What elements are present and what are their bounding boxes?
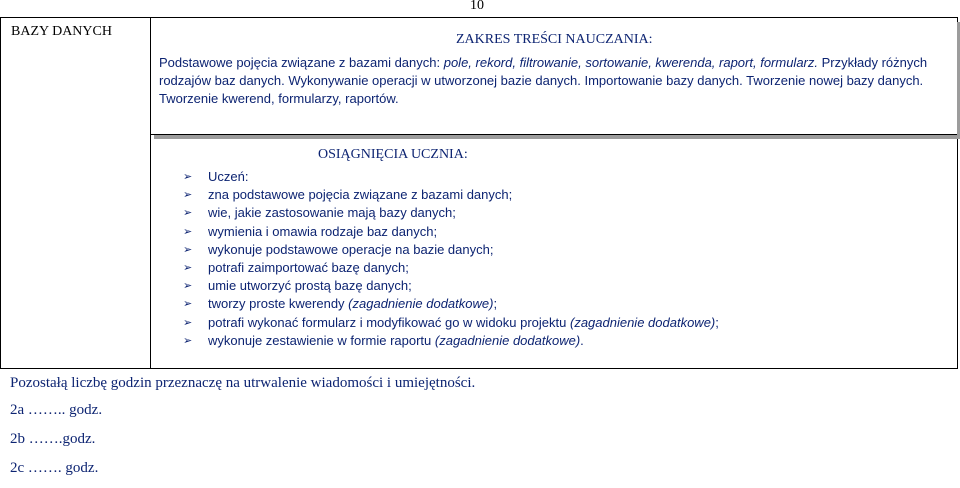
subject-name: BAZY DANYCH <box>11 24 112 39</box>
content-box <box>151 18 957 135</box>
outcome-text: Uczeń: <box>208 169 249 184</box>
hours-line: 2a …….. godz. <box>10 402 103 418</box>
page-number: 10 <box>470 0 484 13</box>
outcome-text: umie utworzyć prostą bazę danych; <box>208 278 412 294</box>
content-heading: ZAKRES TREŚCI NAUCZANIA: <box>456 32 653 47</box>
arrow-bullet-icon: ➢ <box>183 170 193 183</box>
outcome-item <box>183 332 719 350</box>
footer <box>10 373 475 488</box>
outcome-punctuation: ; <box>493 296 498 312</box>
arrow-bullet-icon: ➢ <box>183 188 193 202</box>
arrow-bullet-icon: ➢ <box>183 279 193 293</box>
outcome-punctuation: . <box>580 332 584 348</box>
content-segment: Podstawowe pojęcia związane z bazami danych: <box>159 55 444 70</box>
outcome-text: wykonuje podstawowe operacje na bazie danych; <box>208 241 494 257</box>
outcome-item <box>183 277 719 295</box>
outcome-item <box>183 314 719 332</box>
outcome-item <box>183 168 719 186</box>
outcome-text: wykonuje zestawienie w formie raportu <box>208 332 435 348</box>
arrow-bullet-icon: ➢ <box>183 333 193 347</box>
hours-line: 2b …….godz. <box>10 431 96 447</box>
outcome-item <box>183 186 719 204</box>
outcome-text: potrafi zaimportować bazę danych; <box>208 259 409 275</box>
outcome-text: wie, jakie zastosowanie mają bazy danych; <box>208 205 456 221</box>
content-segment-terms: pole, rekord, filtrowanie, sortowanie, kwerenda, raport, formularz. <box>443 55 818 70</box>
arrow-bullet-icon: ➢ <box>183 206 193 220</box>
outcomes-heading: OSIĄGNIĘCIA UCZNIA: <box>318 147 468 162</box>
subject-cell <box>1 18 151 368</box>
arrow-bullet-icon: ➢ <box>183 242 193 256</box>
outcome-text: wymienia i omawia rodzaje baz danych; <box>208 223 438 239</box>
outcome-text: tworzy proste kwerendy <box>208 296 349 312</box>
outcome-note: (zagadnienie dodatkowe) <box>434 332 581 348</box>
outcome-item <box>183 223 719 241</box>
curriculum-table <box>0 17 958 369</box>
outcome-item <box>183 241 719 259</box>
outcomes-list <box>183 168 719 350</box>
arrow-bullet-icon: ➢ <box>183 297 193 311</box>
content-segment: Przykłady różnych rodzajów baz danych. Wykonywanie operacji w utworzonej bazie danych. Importowanie bazy danych. Tworzenie nowej bazy danych. Tworzenie kwerend, formularzy, raportów. <box>159 55 928 106</box>
arrow-bullet-icon: ➢ <box>183 224 193 238</box>
outcome-text: zna podstawowe pojęcia związane z bazami danych; <box>208 187 513 203</box>
outcome-text: potrafi wykonać formularz i modyfikować go w widoku projektu <box>208 314 570 330</box>
outcome-note: (zagadnienie dodatkowe) <box>569 314 716 330</box>
arrow-bullet-icon: ➢ <box>183 260 193 274</box>
outcome-note: (zagadnienie dodatkowe) <box>348 296 494 312</box>
outcome-item <box>183 204 719 222</box>
content-text <box>159 54 954 108</box>
arrow-bullet-icon: ➢ <box>183 315 193 329</box>
outcome-item <box>183 295 719 313</box>
outcome-punctuation: ; <box>715 314 719 330</box>
hours-line: 2c ……. godz. <box>10 460 99 476</box>
hours-summary: Pozostałą liczbę godzin przeznaczę na utrwalenie wiadomości i umiejętności. <box>10 375 476 391</box>
outcome-item <box>183 259 719 277</box>
